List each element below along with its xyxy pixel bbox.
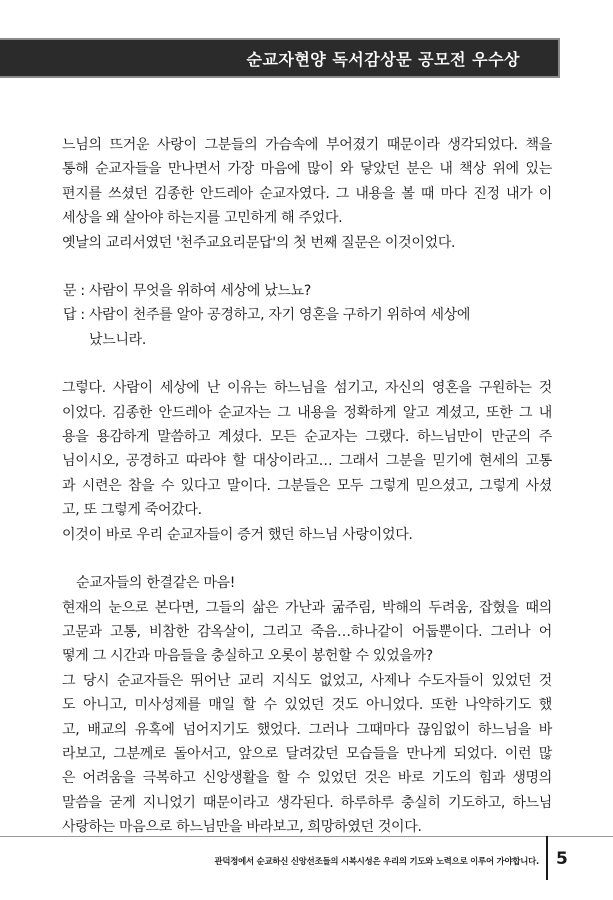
header-title: 순교자현양 독서감상문 공모전 우수상 bbox=[246, 50, 520, 69]
footer-rule bbox=[0, 836, 613, 837]
paragraph-gap bbox=[62, 352, 552, 376]
catechism-qa bbox=[62, 279, 552, 352]
section-heading: 순교자들의 한결같은 마음! bbox=[76, 575, 236, 592]
text-line: 떻게 그 시간과 마음들을 충실하고 오롯이 봉헌할 수 있었을까? bbox=[62, 648, 433, 665]
text-line: 도 아니고, 미사성제를 매일 할 수 있었던 것도 아니었다. 또한 나약하기도 했 bbox=[62, 697, 552, 714]
text-line: 느님의 뜨거운 사랑이 그분들의 가슴속에 부어졌기 때문이라 생각되었다. 책을 bbox=[62, 137, 552, 153]
text-line: 현재의 눈으로 본다면, 그들의 삶은 가난과 굶주림, 박해의 두려움, 잡혔을 때의 bbox=[62, 599, 552, 616]
text-line: 세상을 왜 살아야 하는지를 고민하게 해 주었다. bbox=[62, 210, 343, 227]
text-line: 고, 또 그렇게 죽어갔다. bbox=[62, 502, 202, 519]
footer-text: 관덕정에서 순교하신 신앙선조들의 시복시성은 우리의 기도와 노력으로 이루어 가야합니다. bbox=[214, 856, 539, 866]
text-line: 님이시오, 공경하고 따라야 할 대상이라고… 그래서 그분을 믿기에 현세의 고통 bbox=[62, 453, 552, 470]
answer-line: 답 : 사람이 천주를 알아 공경하고, 자기 영혼을 구하기 위하여 세상에 bbox=[63, 307, 471, 324]
header-bar bbox=[0, 38, 560, 78]
paragraph-3 bbox=[62, 571, 552, 839]
text-line: 통해 순교자들을 만나면서 가장 마음에 많이 와 닿았던 분은 내 책상 위에 있는 bbox=[62, 161, 552, 178]
text-line: 은 어려움을 극복하고 신앙생활을 할 수 있었던 것은 바로 기도의 힘과 생명의 bbox=[62, 770, 552, 787]
answer-line-continued: 났느니라. bbox=[89, 331, 147, 348]
text-line: 과 시련은 참을 수 있다고 말이다. 그분들은 모두 그렇게 믿으셨고, 그렇게 사셨 bbox=[62, 477, 552, 494]
text-line: 이것이 바로 우리 순교자들이 증거 했던 하느님 사랑이었다. bbox=[62, 526, 413, 543]
paragraph-gap bbox=[62, 255, 552, 279]
text-line: 그렇다. 사람이 세상에 난 이유는 하느님을 섬기고, 자신의 영혼을 구원하는 것 bbox=[62, 380, 552, 397]
paragraph-2 bbox=[62, 376, 552, 547]
text-line: 고, 배교의 유혹에 넘어지기도 했었다. 그러나 그때마다 끊임없이 하느님을 바 bbox=[62, 721, 552, 738]
question-line: 문 : 사람이 무엇을 위하여 세상에 났느뇨? bbox=[63, 283, 312, 300]
page-number: 5 bbox=[556, 849, 568, 869]
text-line: 말씀을 굳게 지니었기 때문이라고 생각된다. 하루하루 충실히 기도하고, 하느님 bbox=[62, 794, 552, 811]
footer-divider bbox=[546, 836, 548, 880]
text-line: 고문과 고통, 비참한 감옥살이, 그리고 죽음…하나같이 어둡뿐이다. 그러나 어 bbox=[62, 623, 552, 640]
paragraph-1 bbox=[62, 133, 552, 255]
text-line: 편지를 쓰셨던 김종한 안드레아 순교자였다. 그 내용을 볼 때 마다 진정 내가 이 bbox=[62, 185, 552, 202]
text-line: 용을 용감하게 말씀하고 계셨다. 모든 순교자는 그랬다. 하느님만이 만군의 주 bbox=[62, 429, 552, 446]
body-text bbox=[62, 133, 552, 840]
text-line: 옛날의 교리서였던 '천주교요리문답'의 첫 번째 질문은 이것이었다. bbox=[62, 234, 456, 251]
paragraph-gap bbox=[62, 547, 552, 571]
text-line: 사랑하는 마음으로 하느님만을 바라보고, 희망하였던 것이다. bbox=[62, 819, 422, 836]
text-line: 그 당시 순교자들은 뛰어난 교리 지식도 없었고, 사제나 수도자들이 있었던 것 bbox=[62, 672, 552, 689]
text-line: 라보고, 그분께로 돌아서고, 앞으로 달려갔던 모습들을 만나게 되었다. 이런 많 bbox=[62, 745, 552, 762]
text-line: 이었다. 김종한 안드레아 순교자는 그 내용을 정확하게 알고 계셨고, 또한 그 내 bbox=[62, 404, 552, 421]
